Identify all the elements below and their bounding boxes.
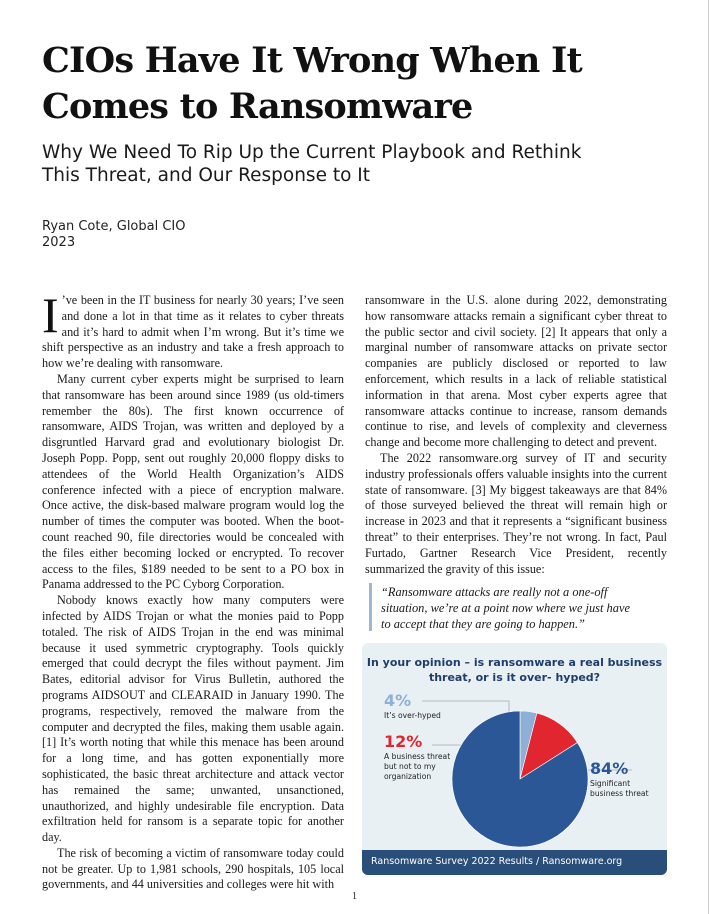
body-paragraph: The risk of becoming a victim of ransomware today could not be greater. Up to 1,981 schools, 290 hospitals, 105 local governments, and 44 universities and colleges were hit with [42,845,344,892]
article-title [42,38,682,130]
body-paragraph: Many current cyber experts might be surprised to learn that ransomware has been around since 1989 (us old-timers remember the 80s). The first known occurrence of ransomware, AIDS Trojan, was written and deployed by a disgruntled Harvard grad and evolutionary biologist Dr. Joseph Popp. Popp, sent out roughly 20,000 floppy disks to attendees of the World Health Organization’s AIDS conference infected with a piece of encryption malware. Once active, the disk-based malware program would log the number of times the computer was booted. When the boot-count reached 90, file directories would be concealed with the files either becoming locked or encrypted. To recover access to the files, $189 needed to be sent to a PO box in Panama addressed to the PC Cyborg Corporation. [42,371,344,592]
slice-label-over-hyped: It’s over-hyped [384,711,441,720]
quote-line: to accept that they are going to happen.” [381,617,585,631]
body-column-right [365,293,667,577]
slice-label-business-threat: A business threat but not to my organization [384,752,451,781]
body-paragraph: The 2022 ransomware.org survey of IT and security industry professionals offers valuable insights into the current state of ransomware. [3] My biggest takeaways are that 84% of those surveyed believed the threat will remain high or increase in 2023 and that it represents a “significant business threat” to their enterprises. They’re not wrong. In fact, Paul Furtado, Gartner Research Vice President, recently summarized the gravity of this issue: [365,450,667,576]
article-subtitle [42,141,682,187]
body-paragraph: Nobody knows exactly how many computers were infected by AIDS Trojan or what the monies paid to Popp totaled. The risk of AIDS Trojan in the end was minimal because it used symmetric cryptography. Tools quickly emerged that could decrypt the files without payment. Jim Bates, editorial advisor for Virus Bulletin, authored the programs AIDSOUT and CLEARAID in January 1990. The programs, respectively, removed the malware from the computer and decrypted the files, making them usable again. [1] It’s worth noting that while this menace has been around for a long time, and has gotten exponentially more sophisticated, the basic threat architecture and attack vector has remained the same; unwanted, unsanctioned, unauthorized, and highly undesirable file encryption. Data exfiltration held for ransom is a separate topic for another day. [42,593,344,845]
quote-accent-bar [369,583,372,631]
pull-quote [381,584,681,632]
slice-label-significant: Significant business threat [590,779,649,798]
slice-value-business-threat: 12% [384,732,423,751]
body-paragraph: I ’ve been in the IT business for nearly 30 years; I’ve seen and done a lot in that time as it relates to cyber threats and it’s hard to admit when I’m wrong. But it’s time we shift perspective as an industry and take a fresh approach to how we’re dealing with ransomware. [42,287,344,371]
drop-cap: I [42,287,59,343]
publication-year: 2023 [42,235,76,250]
byline [42,219,186,251]
subtitle-line: This Threat, and Our Response to It [42,165,370,186]
slice-value-significant: 84% [590,759,629,778]
quote-line: situation, we’re at a point now where we just have [381,601,630,615]
chart-title-line: threat, or is it over- hyped? [428,671,601,684]
quote-line: “Ransomware attacks are really not a one-off [381,585,608,599]
subtitle-line: Why We Need To Rip Up the Current Playbook and Rethink [42,142,582,163]
body-column-left [42,287,344,893]
pie-slices [452,711,588,847]
chart-title-line: In your opinion – is ransomware a real business [366,656,663,669]
page-number: 1 [352,891,357,902]
chart-source: Ransomware Survey 2022 Results / Ransomware.org [371,856,623,867]
chart-footer [362,850,667,875]
title-line: Comes to Ransomware [42,86,473,127]
body-paragraph: ransomware in the U.S. alone during 2022, demonstrating how ransomware attacks remain a significant cyber threat to the public sector and civil society. [2] It appears that only a marginal number of ransomware attacks on private sector companies are publicly disclosed or reported to law enforcement, which results in a lack of reliable statistical information in that arena. Most cyber experts agree that ransomware attacks continue to increase, ransom demands continue to rise, and levels of complexity and cleverness change and become more challenging to detect and prevent. [365,293,667,450]
survey-chart-card [362,643,667,875]
author-name: Ryan Cote, Global CIO [42,219,186,234]
slice-value-over-hyped: 4% [384,691,412,710]
title-line: CIOs Have It Wrong When It [42,40,582,81]
